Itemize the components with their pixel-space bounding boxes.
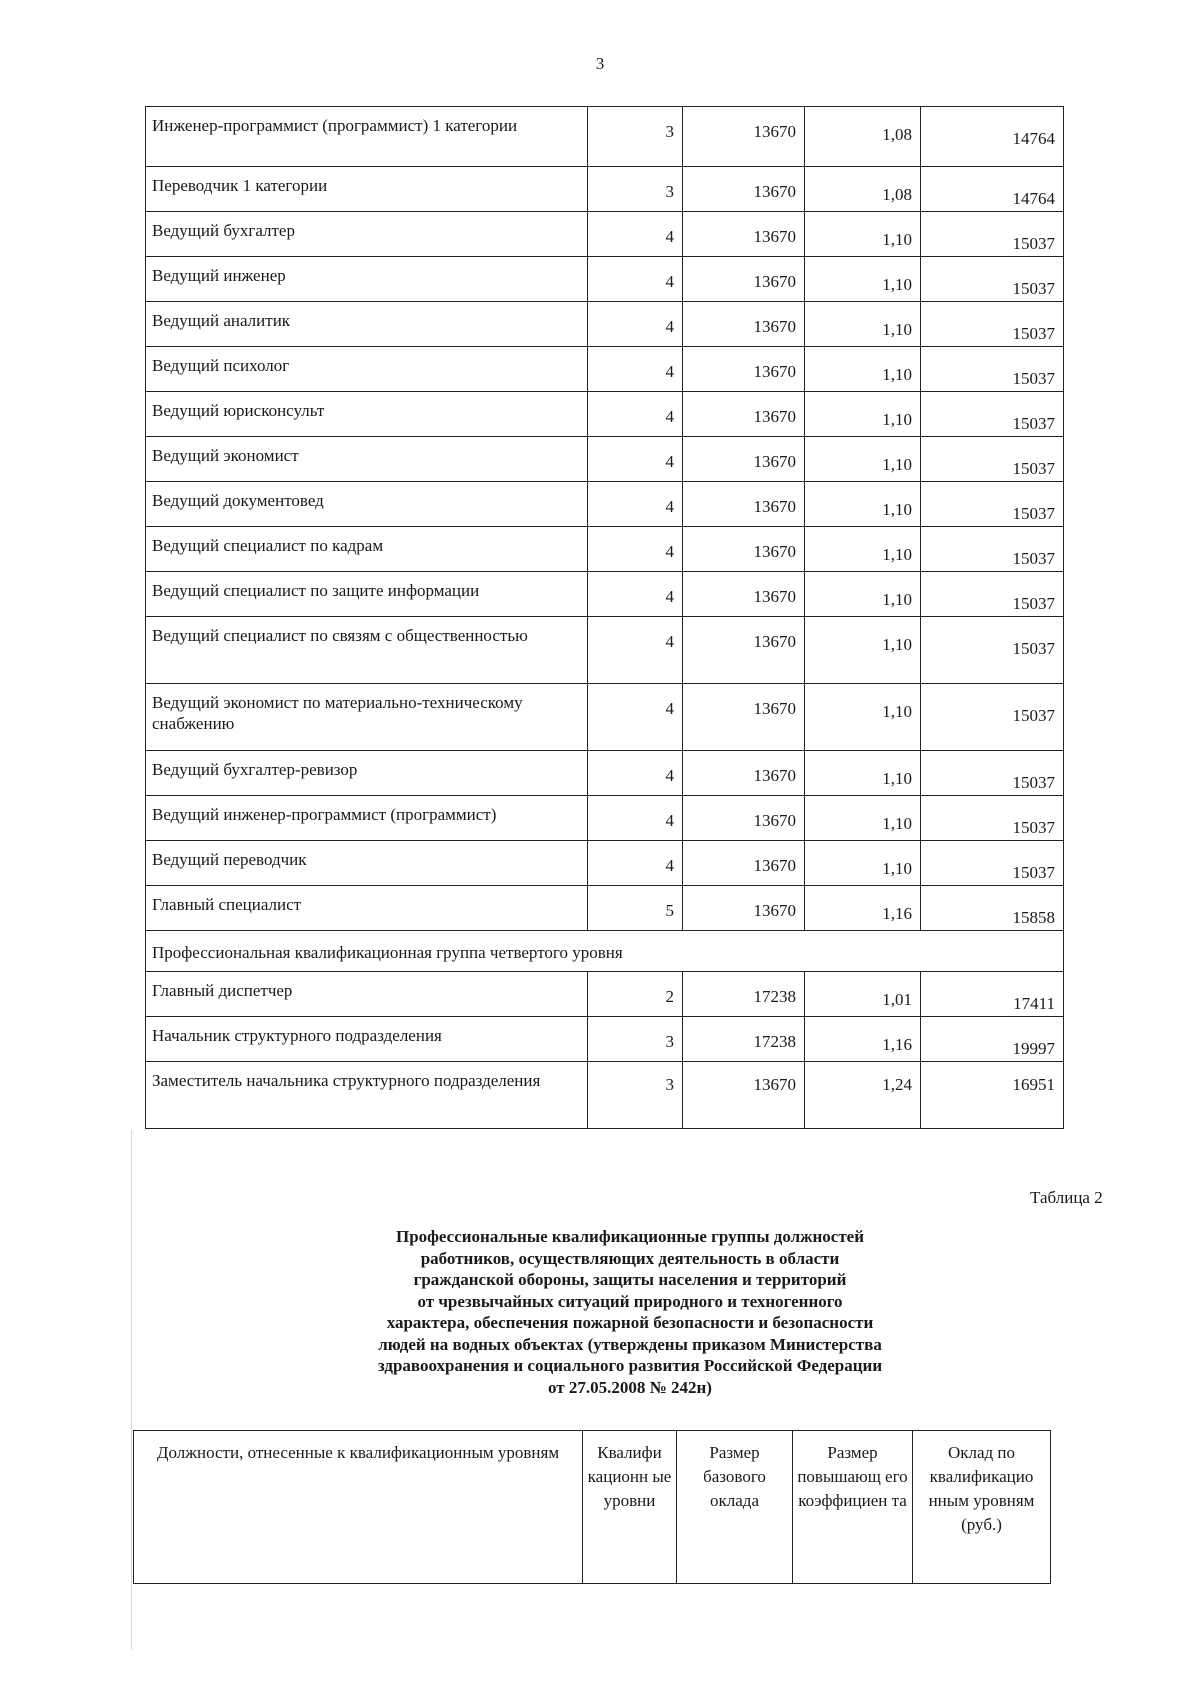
table-row — [146, 392, 1064, 437]
table-row — [146, 572, 1064, 617]
salary-value: 15037 — [921, 796, 1064, 841]
position-name: Ведущий экономист по материально-техническому снабжению — [146, 684, 588, 751]
qualification-groups-table — [133, 1430, 1051, 1584]
salary-value: 16951 — [921, 1062, 1064, 1129]
margin-line — [131, 1130, 132, 1650]
base-salary: 13670 — [683, 751, 805, 796]
salary-value: 15037 — [921, 617, 1064, 684]
qualification-level: 4 — [588, 796, 683, 841]
base-salary: 13670 — [683, 302, 805, 347]
base-salary: 13670 — [683, 212, 805, 257]
coefficient: 1,10 — [805, 212, 921, 257]
table-row — [146, 347, 1064, 392]
salary-value: 15037 — [921, 392, 1064, 437]
coefficient: 1,10 — [805, 796, 921, 841]
salary-table — [145, 106, 1064, 1129]
page-number: 3 — [595, 54, 605, 73]
position-name: Инженер-программист (программист) 1 категории — [146, 107, 588, 167]
title-line: гражданской обороны, защиты населения и территорий — [413, 1270, 847, 1289]
salary-value: 17411 — [921, 972, 1064, 1017]
qualification-level: 4 — [588, 572, 683, 617]
coefficient: 1,24 — [805, 1062, 921, 1129]
salary-value: 15037 — [921, 527, 1064, 572]
salary-value: 15037 — [921, 257, 1064, 302]
table-row — [146, 437, 1064, 482]
table-row — [146, 684, 1064, 751]
salary-value: 15037 — [921, 302, 1064, 347]
position-name: Ведущий специалист по связям с общественностью — [146, 617, 588, 684]
title-line: людей на водных объектах (утверждены приказом Министерства — [378, 1334, 882, 1354]
group-header: Профессиональная квалификационная группа четвертого уровня — [146, 931, 1064, 972]
title-line: от чрезвычайных ситуаций природного и техногенного — [417, 1291, 843, 1311]
base-salary: 13670 — [683, 167, 805, 212]
coefficient: 1,08 — [805, 107, 921, 167]
header-positions: Должности, отнесенные к квалификационным уровням — [134, 1431, 583, 1584]
title-line: работников, осуществляющих деятельность в области — [420, 1248, 840, 1268]
table-row — [146, 841, 1064, 886]
salary-value: 15037 — [921, 841, 1064, 886]
header-row — [134, 1431, 1051, 1584]
salary-value: 14764 — [921, 167, 1064, 212]
coefficient: 1,16 — [805, 886, 921, 931]
position-name: Ведущий инженер — [146, 257, 588, 302]
header-levels: Квалифи кационн ые уровни — [583, 1431, 677, 1584]
salary-value: 19997 — [921, 1017, 1064, 1062]
table-row — [146, 886, 1064, 931]
base-salary: 13670 — [683, 107, 805, 167]
salary-value: 15037 — [921, 437, 1064, 482]
table-row — [146, 1062, 1064, 1129]
table-row — [146, 107, 1064, 167]
salary-value: 15037 — [921, 482, 1064, 527]
coefficient: 1,10 — [805, 751, 921, 796]
salary-value: 15037 — [921, 751, 1064, 796]
base-salary: 13670 — [683, 527, 805, 572]
base-salary: 13670 — [683, 886, 805, 931]
qualification-level: 3 — [588, 167, 683, 212]
salary-value: 14764 — [921, 107, 1064, 167]
qualification-level: 3 — [588, 107, 683, 167]
title-line: от 27.05.2008 № 242н) — [548, 1377, 712, 1397]
base-salary: 13670 — [683, 347, 805, 392]
position-name: Ведущий бухгалтер — [146, 212, 588, 257]
coefficient: 1,08 — [805, 167, 921, 212]
qualification-level: 4 — [588, 392, 683, 437]
base-salary: 13670 — [683, 796, 805, 841]
base-salary: 13670 — [683, 437, 805, 482]
position-name: Ведущий экономист — [146, 437, 588, 482]
coefficient: 1,10 — [805, 527, 921, 572]
coefficient: 1,10 — [805, 617, 921, 684]
base-salary: 13670 — [683, 1062, 805, 1129]
coefficient: 1,01 — [805, 972, 921, 1017]
table-label: Таблица 2 — [1030, 1188, 1103, 1207]
coefficient: 1,10 — [805, 347, 921, 392]
qualification-level: 4 — [588, 257, 683, 302]
position-name: Ведущий документовед — [146, 482, 588, 527]
qualification-level: 2 — [588, 972, 683, 1017]
position-name: Ведущий переводчик — [146, 841, 588, 886]
base-salary: 13670 — [683, 482, 805, 527]
qualification-level: 5 — [588, 886, 683, 931]
position-name: Ведущий специалист по кадрам — [146, 527, 588, 572]
qualification-level: 4 — [588, 527, 683, 572]
table-row — [146, 796, 1064, 841]
salary-value: 15037 — [921, 212, 1064, 257]
table-row — [146, 617, 1064, 684]
table-row — [146, 302, 1064, 347]
salary-value: 15037 — [921, 684, 1064, 751]
group-header-row — [146, 931, 1064, 972]
table-row — [146, 212, 1064, 257]
qualification-level: 4 — [588, 751, 683, 796]
qualification-level: 4 — [588, 347, 683, 392]
table-row — [146, 1017, 1064, 1062]
position-name: Главный специалист — [146, 886, 588, 931]
coefficient: 1,10 — [805, 437, 921, 482]
table2-title — [330, 1226, 930, 1398]
qualification-level: 4 — [588, 437, 683, 482]
table-row — [146, 167, 1064, 212]
header-salary: Оклад по квалификацио нным уровням (руб.) — [913, 1431, 1051, 1584]
base-salary: 17238 — [683, 1017, 805, 1062]
qualification-level: 4 — [588, 617, 683, 684]
salary-value: 15037 — [921, 572, 1064, 617]
base-salary: 13670 — [683, 392, 805, 437]
coefficient: 1,10 — [805, 257, 921, 302]
base-salary: 13670 — [683, 257, 805, 302]
base-salary: 13670 — [683, 617, 805, 684]
qualification-level: 4 — [588, 302, 683, 347]
base-salary: 13670 — [683, 841, 805, 886]
position-name: Ведущий специалист по защите информации — [146, 572, 588, 617]
coefficient: 1,10 — [805, 482, 921, 527]
table-row — [146, 972, 1064, 1017]
salary-value: 15037 — [921, 347, 1064, 392]
title-line: здравоохранения и социального развития Российской Федерации — [377, 1356, 883, 1375]
table-row — [146, 751, 1064, 796]
coefficient: 1,10 — [805, 841, 921, 886]
table-row — [146, 257, 1064, 302]
table-row — [146, 527, 1064, 572]
coefficient: 1,16 — [805, 1017, 921, 1062]
title-line: Профессиональные квалификационные группы должностей — [395, 1227, 865, 1246]
qualification-level: 4 — [588, 684, 683, 751]
position-name: Начальник структурного подразделения — [146, 1017, 588, 1062]
qualification-level: 3 — [588, 1017, 683, 1062]
position-name: Главный диспетчер — [146, 972, 588, 1017]
header-coefficient: Размер повышающ его коэффициен та — [793, 1431, 913, 1584]
position-name: Ведущий юрисконсульт — [146, 392, 588, 437]
qualification-level: 3 — [588, 1062, 683, 1129]
base-salary: 13670 — [683, 684, 805, 751]
coefficient: 1,10 — [805, 684, 921, 751]
qualification-level: 4 — [588, 482, 683, 527]
table-row — [146, 482, 1064, 527]
position-name: Ведущий инженер-программист (программист) — [146, 796, 588, 841]
coefficient: 1,10 — [805, 392, 921, 437]
coefficient: 1,10 — [805, 302, 921, 347]
position-name: Ведущий бухгалтер-ревизор — [146, 751, 588, 796]
base-salary: 17238 — [683, 972, 805, 1017]
position-name: Ведущий аналитик — [146, 302, 588, 347]
position-name: Заместитель начальника структурного подразделения — [146, 1062, 588, 1129]
base-salary: 13670 — [683, 572, 805, 617]
position-name: Ведущий психолог — [146, 347, 588, 392]
header-base-salary: Размер базового оклада — [677, 1431, 793, 1584]
position-name: Переводчик 1 категории — [146, 167, 588, 212]
qualification-level: 4 — [588, 212, 683, 257]
salary-value: 15858 — [921, 886, 1064, 931]
coefficient: 1,10 — [805, 572, 921, 617]
title-line: характера, обеспечения пожарной безопасности и безопасности — [386, 1313, 874, 1332]
qualification-level: 4 — [588, 841, 683, 886]
